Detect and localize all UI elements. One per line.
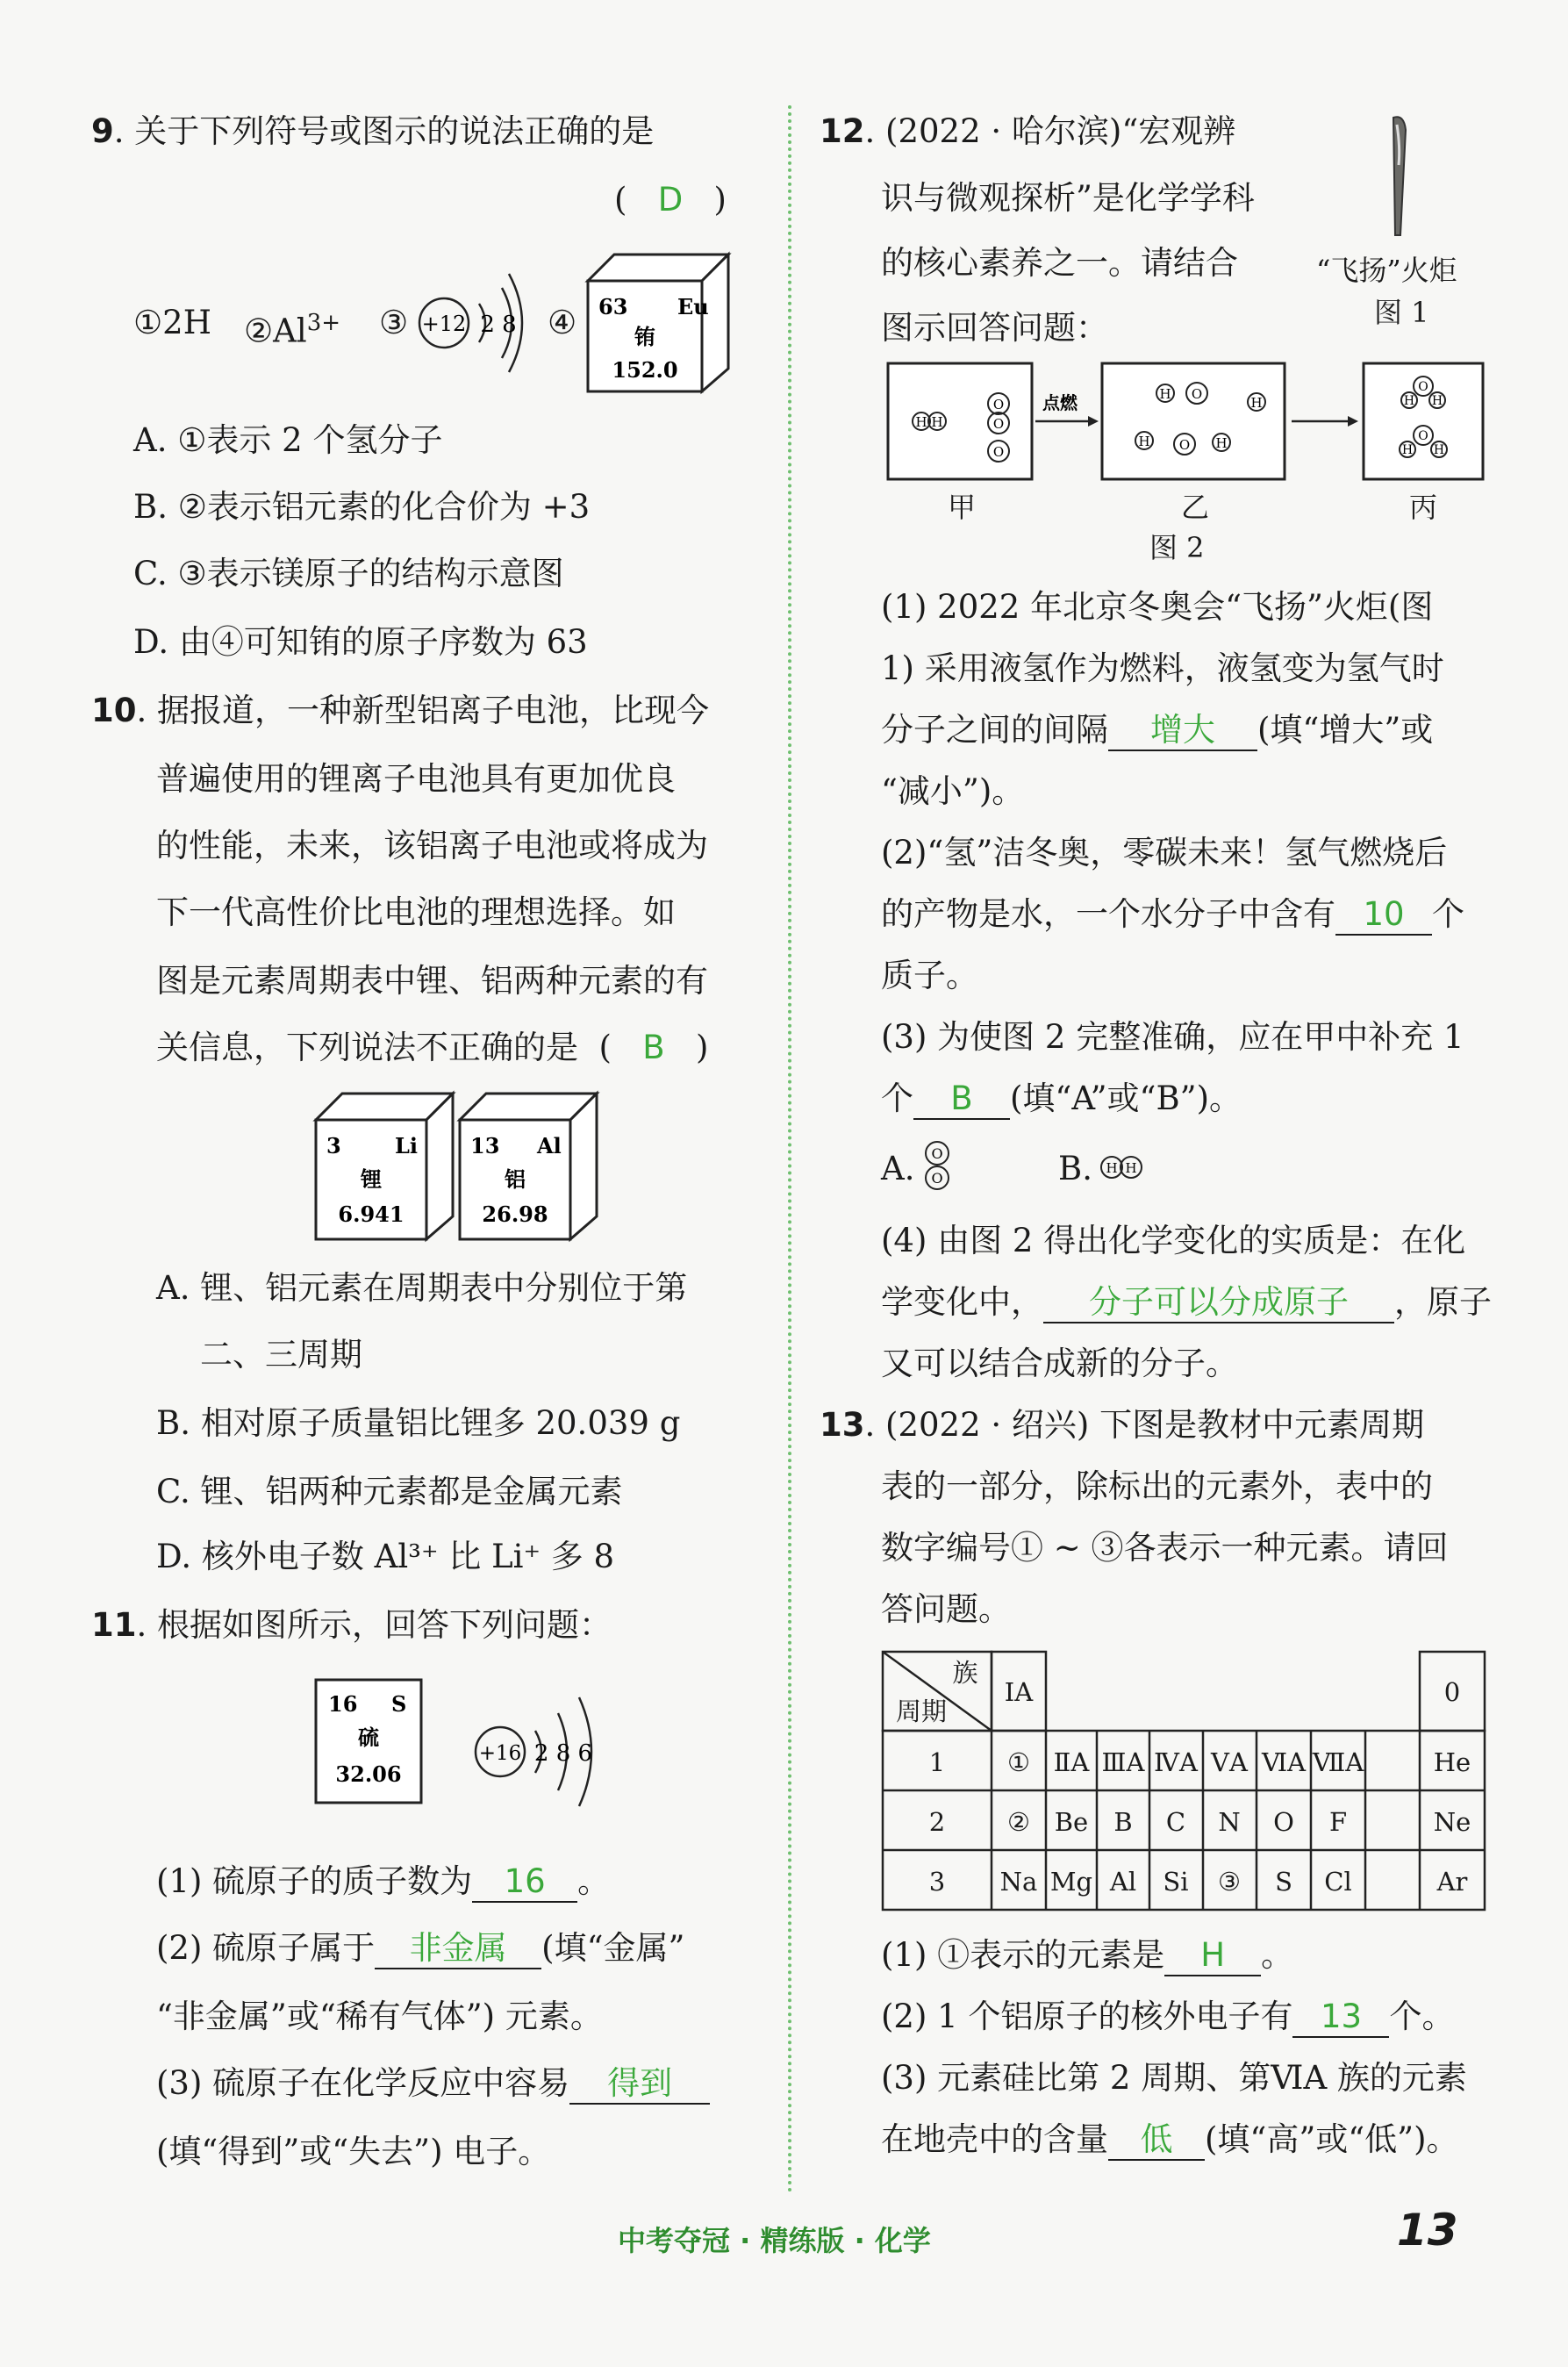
al-symbol: Al xyxy=(537,1133,562,1158)
q13-answer-2: 13 xyxy=(1320,1998,1363,2035)
pt-cell-2: ② xyxy=(1007,1807,1030,1837)
eu-name: 铕 xyxy=(634,324,655,349)
fig2-box-jia xyxy=(888,363,1032,479)
q12-intro-3: 图示回答问题： xyxy=(881,309,1108,347)
q11-sulfur-figure xyxy=(311,1668,609,1817)
svg-text:Na: Na xyxy=(999,1867,1038,1897)
al-element-card xyxy=(460,1094,597,1239)
q12-answer-1: 增大 xyxy=(1150,711,1215,749)
eu-mass: 152.0 xyxy=(612,357,678,383)
q10-line-1: 10. 据报道，一种新型铝离子电池，比现今 xyxy=(91,692,710,729)
svg-text:O: O xyxy=(992,397,1005,412)
svg-text:O: O xyxy=(1178,437,1191,453)
q10-option-c: C. 锂、铝两种元素都是金属元素 xyxy=(156,1473,623,1510)
q10-line-4: 下一代高性价比电池的理想选择。如 xyxy=(156,893,676,931)
q12-part4-line1: (4) 由图 2 得出化学变化的实质是：在化 xyxy=(881,1222,1466,1259)
fig2-arrow-label: 点燃 xyxy=(1042,392,1078,413)
torch-caption: “飞扬”火炬 xyxy=(1316,254,1457,287)
q11-answer-2: 非金属 xyxy=(409,1929,507,1967)
q11-part1: (1) 硫原子的质子数为 16 。 xyxy=(156,1862,610,1903)
pt-cell-3: ③ xyxy=(1218,1867,1241,1897)
fig2-box-yi xyxy=(1102,363,1285,479)
q12-part3-line1: (3) 为使图 2 完整准确，应在甲中补充 1 xyxy=(881,1018,1464,1056)
pt-group-ia: IA xyxy=(1004,1677,1034,1707)
li-name: 锂 xyxy=(361,1166,382,1192)
fig2-label: 图 2 xyxy=(1149,531,1205,564)
q9-option-b: B. ②表示铝元素的化合价为 +3 xyxy=(133,488,591,526)
svg-text:H: H xyxy=(931,414,943,430)
q12-answer-3: B xyxy=(950,1079,973,1117)
q13-intro-3: 答问题。 xyxy=(881,1590,1011,1628)
fig2-label-bing: 丙 xyxy=(1409,491,1438,524)
q11-part3-cont: (填“得到”或“失去”) 电子。 xyxy=(156,2133,551,2170)
q12-option-a: A. xyxy=(881,1150,915,1187)
al-mass: 26.98 xyxy=(482,1201,548,1227)
svg-text:ⅡA: ⅡA xyxy=(1053,1747,1090,1777)
q11-part3: (3) 硫原子在化学反应中容易 得到 xyxy=(156,2064,710,2105)
q9-number: 9 xyxy=(91,112,114,150)
li-element-card xyxy=(316,1094,453,1239)
eu-symbol: Eu xyxy=(677,294,709,319)
q10-line-3: 的性能，未来，该铝离子电池或将成为 xyxy=(156,827,708,864)
svg-text:B: B xyxy=(1113,1807,1133,1837)
q9-eu-element-card xyxy=(579,246,737,395)
fig2-label-yi: 乙 xyxy=(1181,491,1210,524)
svg-text:He: He xyxy=(1433,1747,1471,1777)
option-b-h2-molecule xyxy=(1097,1151,1146,1183)
q13-part3-line2: 在地壳中的含量 低 (填“高”或“低”)。 xyxy=(881,2120,1459,2161)
svg-text:H: H xyxy=(1403,394,1415,408)
q12-part1-line1: (1) 2022 年北京冬奥会“飞扬”火炬(图 xyxy=(881,588,1434,626)
q12-answer-2: 10 xyxy=(1363,895,1405,933)
q11-number: 11 xyxy=(91,1606,137,1644)
svg-text:ⅥA: ⅥA xyxy=(1261,1747,1307,1777)
q12-part2-end: 质子。 xyxy=(881,957,978,994)
q13-intro-1: 表的一部分，除标出的元素外，表中的 xyxy=(881,1467,1433,1505)
q9-item3-label: ③ xyxy=(379,304,409,341)
li-mass: 6.941 xyxy=(338,1201,405,1227)
eu-number: 63 xyxy=(598,294,628,319)
q9-answer: D xyxy=(657,181,684,219)
s-shells-label: 2 8 6 xyxy=(533,1740,593,1767)
q13-head: 13. (2022 · 绍兴) 下图是教材中元素周期 xyxy=(820,1406,1425,1444)
svg-text:ⅢA: ⅢA xyxy=(1101,1747,1145,1777)
svg-text:Mg: Mg xyxy=(1049,1867,1093,1897)
q12-head: 12. (2022 · 哈尔滨)“宏观辨 xyxy=(820,112,1236,150)
periodic-table-excerpt xyxy=(881,1650,1486,1913)
q9-shells-label: 2 8 xyxy=(480,312,517,338)
svg-text:C: C xyxy=(1165,1807,1186,1837)
svg-text:Al: Al xyxy=(1109,1867,1137,1897)
svg-text:ⅦA: ⅦA xyxy=(1312,1747,1364,1777)
pt-group-0: 0 xyxy=(1443,1677,1461,1707)
svg-text:O: O xyxy=(992,444,1005,460)
q10-option-d: D. 核外电子数 Al³⁺ 比 Li⁺ 多 8 xyxy=(156,1538,615,1575)
fig2-reaction-diagram xyxy=(884,360,1490,483)
svg-text:1: 1 xyxy=(928,1747,946,1777)
q10-answer: B xyxy=(642,1029,665,1066)
footer-series-title: 中考夺冠 · 精练版 · 化学 xyxy=(618,2224,931,2257)
svg-text:Cl: Cl xyxy=(1324,1867,1352,1897)
svg-text:N: N xyxy=(1218,1807,1241,1837)
svg-text:H: H xyxy=(1125,1160,1137,1176)
q12-part1-line2: 1) 采用液氢作为燃料，液氢变为氢气时 xyxy=(881,649,1444,687)
q12-option-b: B. xyxy=(1058,1150,1092,1187)
fig2-label-jia: 甲 xyxy=(948,491,977,524)
q12-answer-4: 分子可以分成原子 xyxy=(1089,1283,1349,1321)
svg-text:O: O xyxy=(1418,429,1428,443)
q10-option-b: B. 相对原子质量铝比锂多 20.039 g xyxy=(156,1404,681,1442)
s-name: 硫 xyxy=(358,1725,379,1750)
q11-stem: 11. 根据如图所示，回答下列问题： xyxy=(91,1606,612,1644)
q11-part2: (2) 硫原子属于 非金属 (填“金属” xyxy=(156,1929,684,1969)
svg-text:H: H xyxy=(1431,394,1443,408)
q9-item2: $②Al^{3+}$ xyxy=(244,310,341,350)
s-number: 16 xyxy=(328,1691,358,1717)
al-name: 铝 xyxy=(505,1166,526,1192)
svg-text:H: H xyxy=(1433,443,1445,457)
svg-text:2: 2 xyxy=(928,1807,946,1837)
q13-part3-line1: (3) 元素硅比第 2 周期、第ⅥA 族的元素 xyxy=(881,2059,1467,2097)
q9-mg-atom-diagram xyxy=(412,255,544,377)
svg-text:Be: Be xyxy=(1054,1807,1089,1837)
q13-answer-3: 低 xyxy=(1140,2120,1173,2158)
q12-number: 12 xyxy=(820,112,865,150)
q11-answer-1: 16 xyxy=(504,1862,546,1900)
page-number: 13 xyxy=(1397,2205,1458,2256)
svg-text:H: H xyxy=(915,414,927,430)
q10-line-2: 普遍使用的锂离子电池具有更加优良 xyxy=(156,760,676,798)
svg-text:O: O xyxy=(1191,386,1203,402)
q12-intro-2: 的核心素养之一。请结合 xyxy=(881,244,1238,282)
svg-text:S: S xyxy=(1275,1867,1292,1897)
svg-text:Ar: Ar xyxy=(1436,1867,1468,1897)
q12-part4-line2: 学变化中， 分子可以分成原子 ，原子 xyxy=(881,1283,1492,1323)
svg-text:Ne: Ne xyxy=(1433,1807,1471,1837)
svg-text:O: O xyxy=(992,416,1005,432)
fig1-label: 图 1 xyxy=(1374,296,1429,329)
torch-icon xyxy=(1378,112,1421,244)
q10-line-5: 图是元素周期表中锂、铝两种元素的有 xyxy=(156,962,708,1000)
svg-text:3: 3 xyxy=(928,1867,946,1897)
q13-part2: (2) 1 个铝原子的核外电子有 13 个。 xyxy=(881,1998,1454,2038)
q13-number: 13 xyxy=(820,1406,865,1444)
q12-part1-end: “减小”)。 xyxy=(881,772,1025,810)
q9-option-a: A. ①表示 2 个氢分子 xyxy=(133,421,443,459)
li-symbol: Li xyxy=(395,1133,418,1158)
pt-cell-1: ① xyxy=(1007,1747,1030,1777)
q10-element-cards xyxy=(312,1088,637,1246)
svg-text:H: H xyxy=(1138,434,1150,449)
pt-corner-group: 族 xyxy=(952,1658,978,1688)
q12-intro-1: 识与微观探析”是化学学科 xyxy=(881,179,1255,217)
svg-text:Si: Si xyxy=(1163,1867,1189,1897)
q9-option-c: C. ③表示镁原子的结构示意图 xyxy=(133,555,564,592)
q13-answer-1: H xyxy=(1200,1936,1226,1974)
svg-text:H: H xyxy=(1401,443,1414,457)
q9-nucleus-label: +12 xyxy=(421,312,467,336)
q9-option-d: D. 由④可知铕的原子序数为 63 xyxy=(133,623,588,661)
q12-part3-line2: 个 B (填“A”或“B”)。 xyxy=(881,1079,1242,1120)
svg-text:O: O xyxy=(1418,380,1428,394)
svg-text:H: H xyxy=(1106,1160,1118,1176)
svg-text:O: O xyxy=(1273,1807,1294,1837)
q13-intro-2: 数字编号① ~ ③各表示一种元素。请回 xyxy=(881,1529,1449,1567)
q11-answer-3: 得到 xyxy=(607,2064,673,2102)
svg-text:O: O xyxy=(931,1170,943,1187)
q9-stem: 9. 关于下列符号或图示的说法正确的是 xyxy=(91,112,655,150)
q10-option-a-cont: 二、三周期 xyxy=(200,1336,362,1374)
q9-answer-paren: ( D ) xyxy=(614,181,727,219)
q10-line-6: 关信息，下列说法不正确的是 ( B ) xyxy=(156,1029,709,1066)
q11-part2-cont: “非金属”或“稀有气体”) 元素。 xyxy=(156,1998,603,2035)
q12-part2-line1: (2)“氢”洁冬奥，零碳未来！氢气燃烧后 xyxy=(881,834,1448,871)
li-number: 3 xyxy=(326,1133,341,1158)
svg-text:O: O xyxy=(931,1145,943,1162)
q13-part1: (1) ①表示的元素是 H 。 xyxy=(881,1936,1293,1976)
s-symbol: S xyxy=(391,1691,407,1717)
s-mass: 32.06 xyxy=(335,1761,402,1787)
pt-corner-period: 周期 xyxy=(895,1696,948,1726)
q10-number: 10 xyxy=(91,692,137,729)
svg-text:ⅤA: ⅤA xyxy=(1211,1747,1248,1777)
svg-text:H: H xyxy=(1250,395,1263,411)
q9-item1: ①2H xyxy=(133,304,211,341)
q10-option-a: A. 锂、铝元素在周期表中分别位于第 xyxy=(156,1269,688,1307)
al-number: 13 xyxy=(470,1133,500,1158)
q12-part1-line3: 分子之间的间隔 增大 (填“增大”或 xyxy=(881,711,1433,751)
q12-part4-end: 又可以结合成新的分子。 xyxy=(881,1345,1238,1382)
svg-text:F: F xyxy=(1328,1807,1348,1837)
s-nucleus-label: +16 xyxy=(478,1742,522,1765)
option-a-o2-molecule xyxy=(920,1137,955,1195)
svg-text:H: H xyxy=(1159,386,1171,402)
column-divider xyxy=(788,105,791,2194)
svg-text:H: H xyxy=(1215,435,1228,451)
svg-text:ⅣA: ⅣA xyxy=(1154,1747,1198,1777)
q12-part2-line2: 的产物是水，一个水分子中含有 10 个 xyxy=(881,895,1464,936)
q9-item4-label: ④ xyxy=(548,304,577,341)
